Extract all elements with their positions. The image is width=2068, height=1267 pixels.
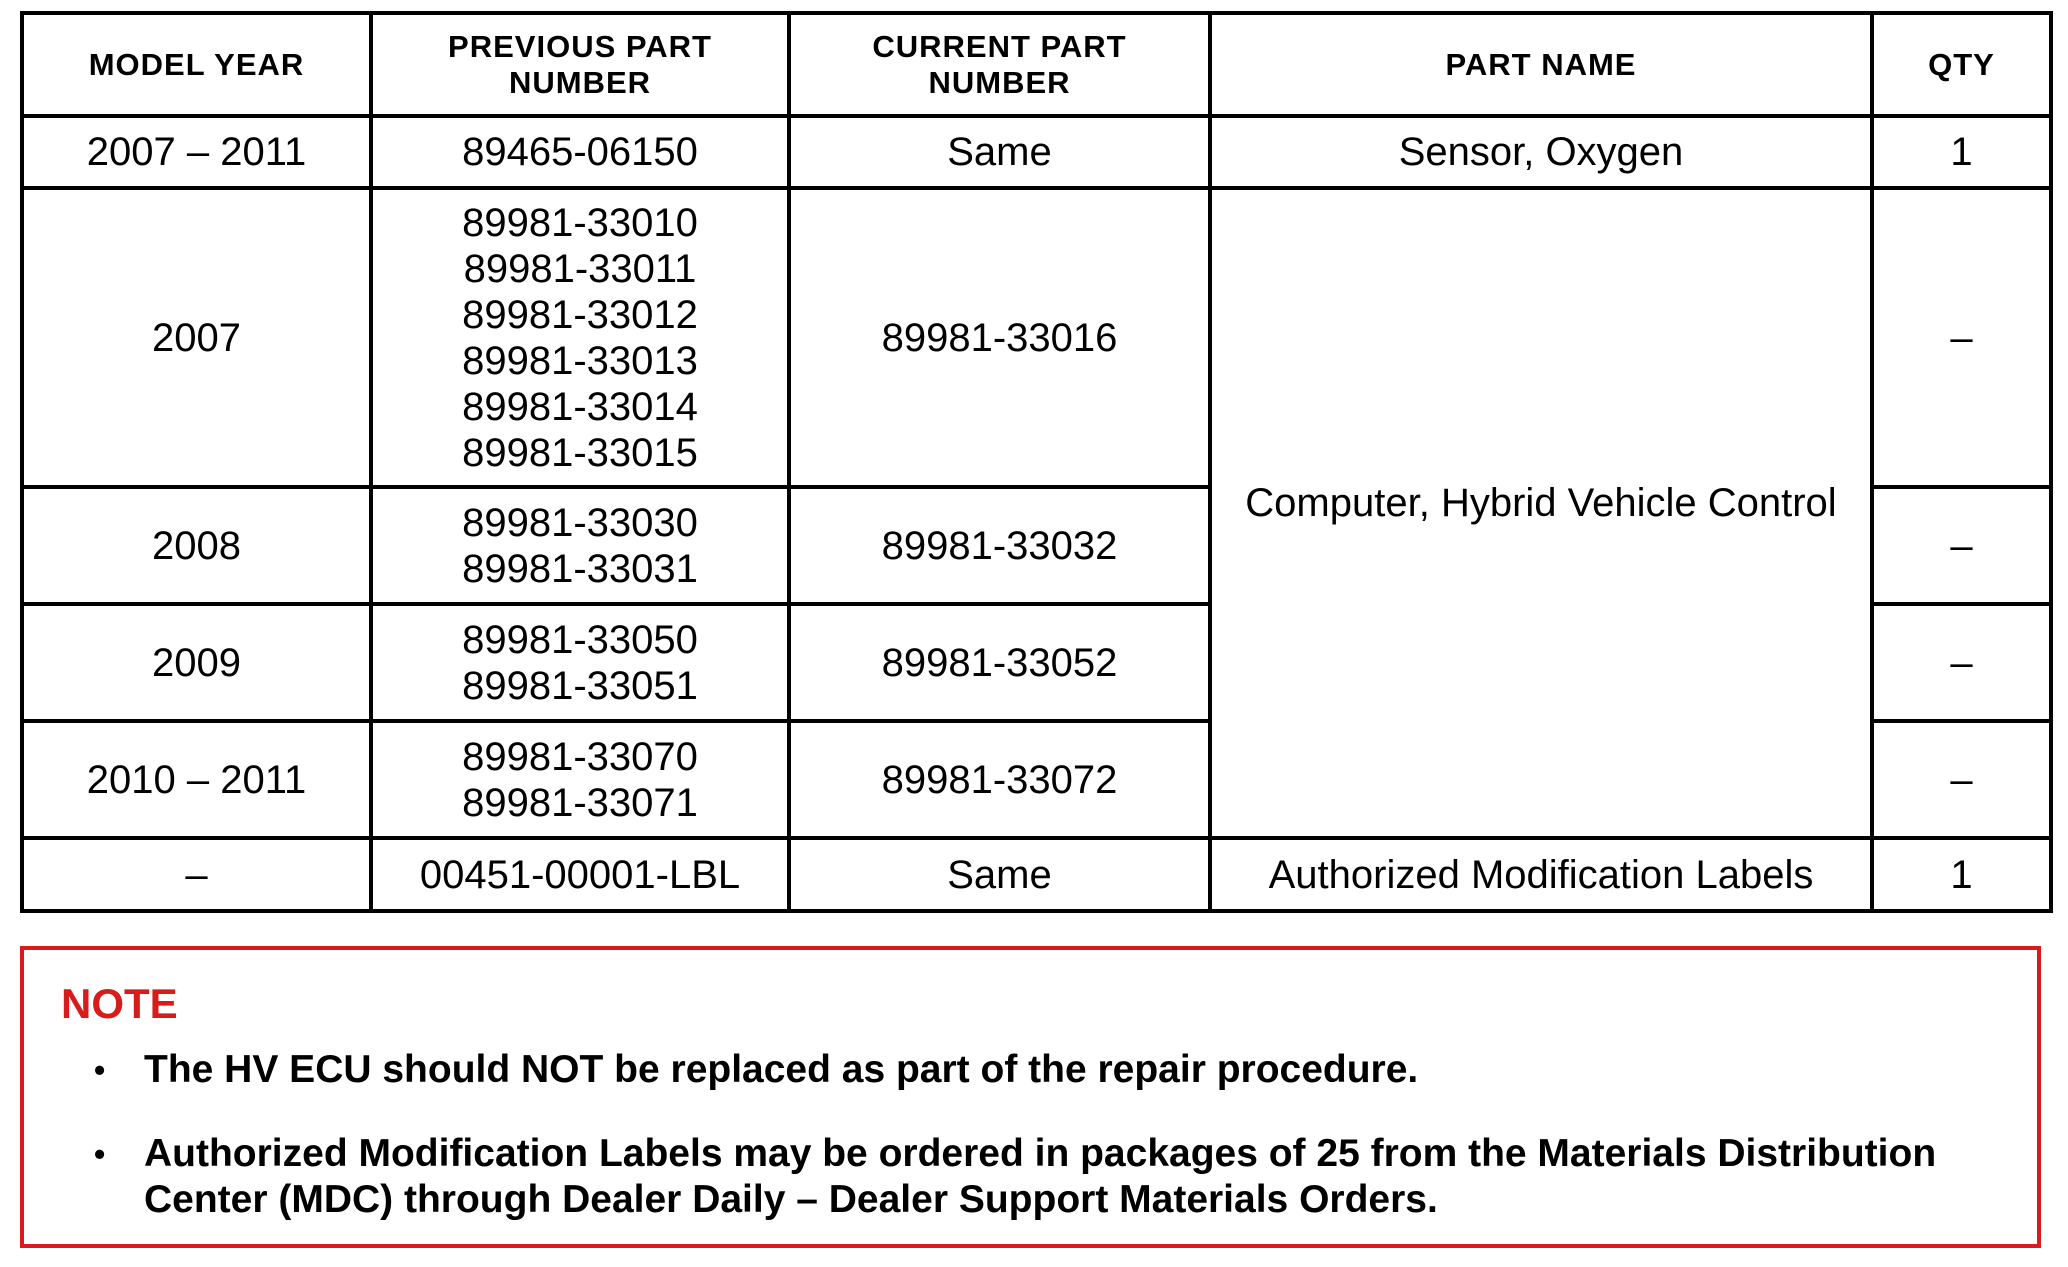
table-row <box>22 116 2051 188</box>
previous-part-cell <box>371 116 789 188</box>
table-row <box>22 838 2051 911</box>
current-part-cell: Same <box>789 116 1210 188</box>
current-part-cell: Same <box>789 838 1210 911</box>
previous-part-number: 89981-33012 <box>462 292 698 337</box>
header-part-name-line: PART NAME <box>1445 46 1637 82</box>
model-year-cell: 2008 <box>22 487 371 604</box>
previous-part-number: 89981-33050 <box>462 617 698 662</box>
header-row <box>22 13 2051 116</box>
header-current-part-number <box>789 13 1210 116</box>
previous-part-number: 89981-33051 <box>462 663 698 708</box>
note-title: NOTE <box>61 980 178 1027</box>
current-part-cell: 89981-33052 <box>789 604 1210 721</box>
header-part-name <box>1210 13 1872 116</box>
qty-cell: – <box>1872 188 2051 487</box>
part-name-cell-merged: Computer, Hybrid Vehicle Control <box>1210 188 1872 838</box>
current-part-cell: 89981-33016 <box>789 188 1210 487</box>
qty-cell: – <box>1872 487 2051 604</box>
previous-part-cell <box>371 188 789 487</box>
header-current-line-1: CURRENT PART <box>872 28 1127 64</box>
header-previous-part-number <box>371 13 789 116</box>
header-qty <box>1872 13 2051 116</box>
previous-part-number: 89981-33014 <box>462 384 698 429</box>
note-box <box>20 946 2041 1248</box>
header-current-line-2: NUMBER <box>928 64 1071 100</box>
note-item-text: The HV ECU should NOT be replaced as part of the repair procedure. <box>144 1048 1419 1091</box>
previous-part-number: 00451-00001-LBL <box>419 852 741 897</box>
parts-table <box>20 11 2053 913</box>
previous-part-number: 89981-33071 <box>462 780 698 825</box>
current-part-cell: 89981-33032 <box>789 487 1210 604</box>
model-year-cell: 2010 – 2011 <box>22 721 371 838</box>
qty-cell: 1 <box>1872 838 2051 911</box>
current-part-cell: 89981-33072 <box>789 721 1210 838</box>
header-previous-line-2: NUMBER <box>508 64 652 100</box>
bullet-icon: • <box>94 1052 106 1088</box>
model-year-cell: 2007 – 2011 <box>22 116 371 188</box>
previous-part-number: 89981-33013 <box>462 338 698 383</box>
previous-part-cell <box>371 721 789 838</box>
note-item <box>94 1131 2004 1223</box>
bullet-icon: • <box>94 1136 106 1172</box>
model-year-cell: – <box>22 838 371 911</box>
part-name-cell: Sensor, Oxygen <box>1210 116 1872 188</box>
header-model-year <box>22 13 371 116</box>
model-year-cell: 2009 <box>22 604 371 721</box>
previous-part-number: 89981-33010 <box>462 200 698 245</box>
qty-cell: – <box>1872 721 2051 838</box>
qty-cell: – <box>1872 604 2051 721</box>
previous-part-number: 89981-33015 <box>462 430 698 475</box>
previous-part-cell <box>371 838 789 911</box>
previous-part-number: 89981-33070 <box>462 734 698 779</box>
previous-part-cell <box>371 604 789 721</box>
previous-part-number: 89981-33011 <box>463 246 697 291</box>
note-item-text: Authorized Modification Labels may be ordered in packages of 25 from the Materials Distribution Center (MDC) through Dealer Daily – Dealer Support Materials Orders. <box>144 1132 1937 1221</box>
previous-part-cell <box>371 487 789 604</box>
previous-part-number: 89981-33031 <box>462 546 698 591</box>
table-row <box>22 188 2051 487</box>
previous-part-number: 89465-06150 <box>462 130 698 174</box>
part-name-cell: Authorized Modification Labels <box>1210 838 1872 911</box>
header-model-year-line: MODEL YEAR <box>88 46 305 82</box>
qty-cell: 1 <box>1872 116 2051 188</box>
header-qty-line: QTY <box>1928 46 1995 82</box>
previous-part-number: 89981-33030 <box>462 500 698 545</box>
header-previous-line-1: PREVIOUS PART <box>448 28 712 64</box>
note-item <box>94 1047 2004 1093</box>
model-year-cell: 2007 <box>22 188 371 487</box>
